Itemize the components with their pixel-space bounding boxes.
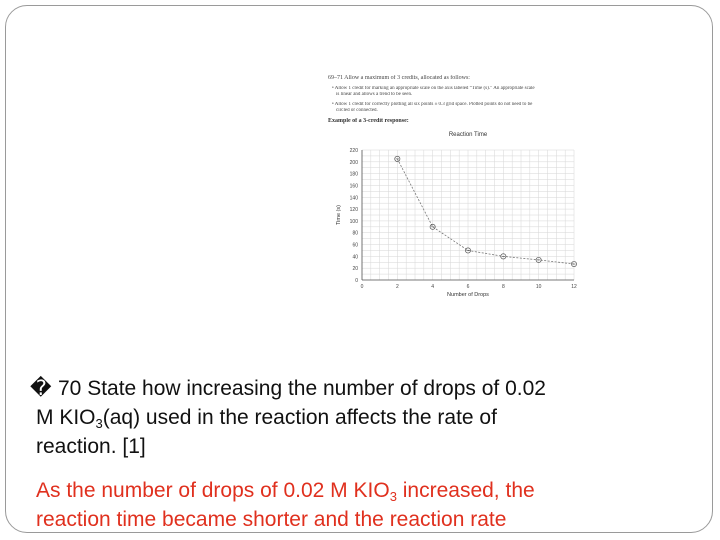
question-text-2b: (aq) used in the reaction affects the rate of [102, 406, 497, 429]
x-tick-label: 0 [360, 284, 364, 290]
question-subscript: 3 [95, 416, 103, 431]
x-tick-label: 8 [501, 284, 505, 290]
y-tick-label: 120 [349, 207, 358, 214]
y-tick-label: 20 [352, 266, 358, 273]
scan-example-label: Example of a 3-credit response: [328, 118, 409, 124]
question-line-3: reaction. [1] [36, 435, 146, 458]
y-tick-label: 160 [349, 183, 358, 190]
scan-bullet-2-line-2: circled or connected. [336, 108, 378, 113]
y-tick-label: 140 [349, 195, 358, 202]
answer-text-1b: increased, the [396, 479, 535, 502]
x-tick-label: 6 [466, 284, 470, 290]
x-tick-label: 10 [535, 284, 542, 290]
y-tick-label: 80 [352, 230, 358, 237]
answer-text-1a: As the number of drops of 0.02 M KIO [36, 479, 390, 502]
y-axis-label: Time (s) [336, 205, 342, 225]
y-tick-label: 0 [355, 278, 358, 284]
scan-bullet-1-line-1: • Allow 1 credit for marking an appropriate scale on the axis labeled “Time (s).” An appropriate scale [332, 86, 535, 91]
x-tick-label: 2 [395, 284, 399, 290]
question-text-2a: M KIO [36, 406, 96, 429]
x-axis-label: Number of Drops [447, 292, 489, 298]
scan-question-head: 69–71 Allow a maximum of 3 credits, allocated as follows: [328, 75, 470, 81]
y-tick-label: 200 [349, 159, 358, 166]
answer-line-2: reaction time became shorter and the reaction rate [36, 508, 507, 531]
scanned-answer-key [322, 72, 618, 300]
y-tick-label: 220 [349, 148, 358, 154]
scan-bullet-1-line-2: is linear and allows a trend to be seen. [336, 92, 413, 97]
question-line-2 [36, 403, 497, 432]
question-line-1 [30, 374, 546, 403]
x-tick-label: 4 [431, 284, 435, 290]
answer-subscript: 3 [389, 489, 397, 504]
y-tick-label: 100 [349, 218, 358, 225]
reaction-time-chart [322, 72, 618, 300]
y-tick-label: 180 [349, 171, 358, 178]
question-bullet: � [30, 377, 52, 400]
x-tick-label: 12 [571, 284, 577, 290]
chart-title: Reaction Time [448, 132, 488, 138]
scan-bullet-2-line-1: • Allow 1 credit for correctly plotting all six points ± 0.3 grid space. Plotted points do not need to be [332, 102, 533, 107]
question-text-1: 70 State how increasing the number of drops of 0.02 [58, 377, 546, 400]
y-tick-label: 60 [352, 242, 358, 249]
answer-line-1 [36, 476, 535, 505]
y-tick-label: 40 [352, 254, 358, 261]
